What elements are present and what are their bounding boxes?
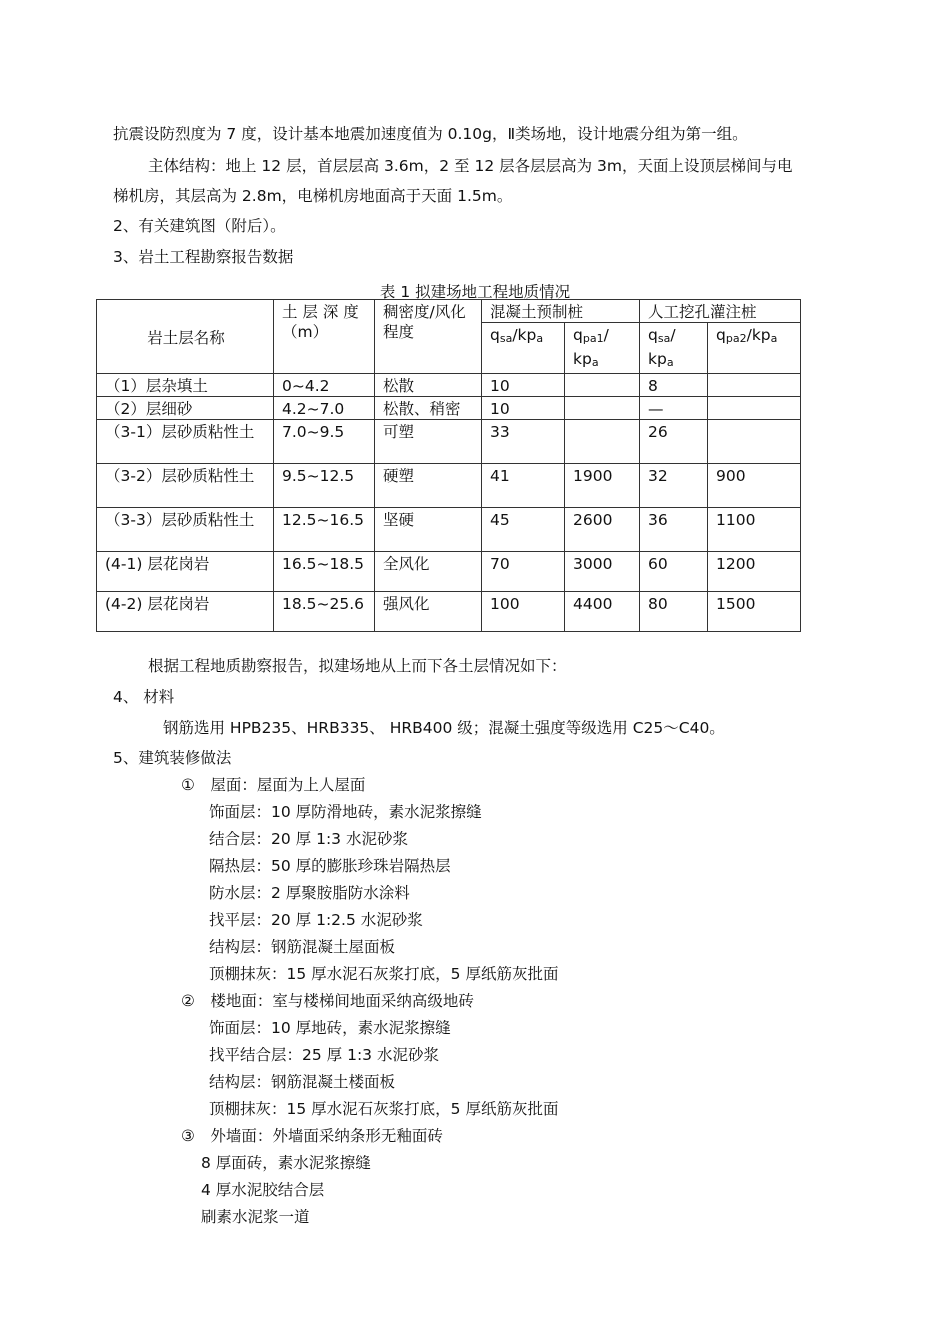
- cell-density: 松散、稍密: [375, 397, 482, 420]
- cell-qpa2-bored: [708, 420, 801, 464]
- cell-qsa-precast: 41: [482, 464, 565, 508]
- cell-name: （3-2）层砂质粘性土: [97, 464, 274, 508]
- header-layer-name: 岩土层名称: [97, 300, 274, 374]
- cell-qpa1-precast: 2600: [565, 508, 640, 552]
- cell-qpa1-precast: 1900: [565, 464, 640, 508]
- table-row: [97, 592, 801, 632]
- cell-qpa1-precast: [565, 397, 640, 420]
- header-qpa2-bored: qpa2/kpa: [708, 323, 801, 374]
- table-caption: 表 1 拟建场地工程地质情况: [379, 283, 571, 301]
- cell-density: 松散: [375, 374, 482, 397]
- cell-qpa1-precast: [565, 374, 640, 397]
- cell-qpa2-bored: [708, 397, 801, 420]
- cell-qpa2-bored: [708, 374, 801, 397]
- finish-item: 8 厚面砖，素水泥浆擦缝: [201, 1154, 371, 1172]
- finish-item: 顶棚抹灰：15 厚水泥石灰浆打底，5 厚纸筋灰批面: [209, 965, 559, 983]
- cell-qsa-bored: 32: [640, 464, 708, 508]
- finish-item: 防水层：2 厚聚胺脂防水涂料: [209, 884, 410, 902]
- header-qsa-precast: qsa/kpa: [482, 323, 565, 374]
- cell-depth: 18.5~25.6: [274, 592, 375, 632]
- cell-depth: 16.5~18.5: [274, 552, 375, 592]
- cell-qpa2-bored: 900: [708, 464, 801, 508]
- cell-qpa2-bored: 1200: [708, 552, 801, 592]
- cell-name: （3-1）层砂质粘性土: [97, 420, 274, 464]
- paragraph-report: 根据工程地质勘察报告，拟建场地从上而下各土层情况如下：: [148, 657, 567, 675]
- paragraph-structure-line1: 主体结构：地上 12 层，首层层高 3.6m，2 至 12 层各层层高为 3m，天面上设顶层梯间与电: [148, 157, 793, 175]
- cell-qsa-bored: 36: [640, 508, 708, 552]
- header-depth: 土 层 深 度（m）: [274, 300, 375, 374]
- cell-qpa1-precast: 3000: [565, 552, 640, 592]
- cell-depth: 4.2~7.0: [274, 397, 375, 420]
- cell-depth: 12.5~16.5: [274, 508, 375, 552]
- cell-qsa-bored: 8: [640, 374, 708, 397]
- paragraph-materials: 钢筋选用 HPB235、HRB335、 HRB400 级；混凝土强度等级选用 C25～C40。: [163, 719, 725, 737]
- table-row: [97, 508, 801, 552]
- cell-qsa-bored: 60: [640, 552, 708, 592]
- cell-density: 可塑: [375, 420, 482, 464]
- finish-floor-title: ② 楼地面：室与楼梯间地面采纳高级地砖: [181, 992, 474, 1010]
- finish-item: 找平结合层：25 厚 1:3 水泥砂浆: [209, 1046, 439, 1064]
- cell-qpa1-precast: 4400: [565, 592, 640, 632]
- heading-finishes: 5、建筑装修做法: [113, 749, 232, 767]
- table-row: [97, 552, 801, 592]
- heading-materials: 4、 材料: [113, 688, 175, 706]
- header-density: 稠密度/风化程度: [375, 300, 482, 374]
- finish-item: 刷素水泥浆一道: [201, 1208, 310, 1226]
- cell-name: （2）层细砂: [97, 397, 274, 420]
- finish-roof-title: ① 屋面：屋面为上人屋面: [181, 776, 366, 794]
- cell-qpa2-bored: 1500: [708, 592, 801, 632]
- header-precast-pile: 混凝土预制桩: [482, 300, 640, 323]
- cell-qsa-precast: 100: [482, 592, 565, 632]
- cell-name: (4-2) 层花岗岩: [97, 592, 274, 632]
- cell-qsa-precast: 70: [482, 552, 565, 592]
- table-row: [97, 374, 801, 397]
- cell-density: 坚硬: [375, 508, 482, 552]
- heading-drawings: 2、有关建筑图（附后）。: [113, 217, 286, 235]
- finish-wall-title: ③ 外墙面：外墙面采纳条形无釉面砖: [181, 1127, 443, 1145]
- cell-depth: 7.0~9.5: [274, 420, 375, 464]
- finish-item: 饰面层：10 厚防滑地砖，素水泥浆擦缝: [209, 803, 482, 821]
- finish-item: 结合层：20 厚 1:3 水泥砂浆: [209, 830, 408, 848]
- cell-name: (4-1) 层花岗岩: [97, 552, 274, 592]
- cell-density: 硬塑: [375, 464, 482, 508]
- cell-name: （3-3）层砂质粘性土: [97, 508, 274, 552]
- cell-density: 全风化: [375, 552, 482, 592]
- table-row: [97, 420, 801, 464]
- finish-item: 找平层：20 厚 1:2.5 水泥砂浆: [209, 911, 423, 929]
- finish-item: 顶棚抹灰：15 厚水泥石灰浆打底，5 厚纸筋灰批面: [209, 1100, 559, 1118]
- header-qpa1-precast: qpa1/ kpa: [565, 323, 640, 374]
- cell-name: （1）层杂填土: [97, 374, 274, 397]
- finish-item: 4 厚水泥胶结合层: [201, 1181, 325, 1199]
- finish-item: 结构层：钢筋混凝土楼面板: [209, 1073, 396, 1091]
- finish-item: 隔热层：50 厚的膨胀珍珠岩隔热层: [209, 857, 451, 875]
- table-header-row: [97, 300, 801, 323]
- finish-item: 结构层：钢筋混凝土屋面板: [209, 938, 396, 956]
- cell-qsa-precast: 33: [482, 420, 565, 464]
- cell-qsa-bored: —: [640, 397, 708, 420]
- cell-qpa1-precast: [565, 420, 640, 464]
- cell-qsa-precast: 10: [482, 374, 565, 397]
- cell-qsa-bored: 26: [640, 420, 708, 464]
- header-qsa-bored: qsa/ kpa: [640, 323, 708, 374]
- cell-qsa-precast: 45: [482, 508, 565, 552]
- paragraph-seismic: 抗震设防烈度为 7 度，设计基本地震加速度值为 0.10g，Ⅱ类场地，设计地震分组为第一组。: [113, 125, 748, 143]
- table-row: [97, 464, 801, 508]
- paragraph-structure-line2: 梯机房，其层高为 2.8m，电梯机房地面高于天面 1.5m。: [113, 187, 513, 205]
- header-bored-pile: 人工挖孔灌注桩: [640, 300, 801, 323]
- cell-qsa-bored: 80: [640, 592, 708, 632]
- heading-survey-data: 3、岩土工程勘察报告数据: [113, 248, 294, 266]
- geology-table: [96, 299, 801, 632]
- cell-depth: 9.5~12.5: [274, 464, 375, 508]
- finish-item: 饰面层：10 厚地砖，素水泥浆擦缝: [209, 1019, 451, 1037]
- table-row: [97, 397, 801, 420]
- cell-qpa2-bored: 1100: [708, 508, 801, 552]
- cell-qsa-precast: 10: [482, 397, 565, 420]
- cell-depth: 0~4.2: [274, 374, 375, 397]
- cell-density: 强风化: [375, 592, 482, 632]
